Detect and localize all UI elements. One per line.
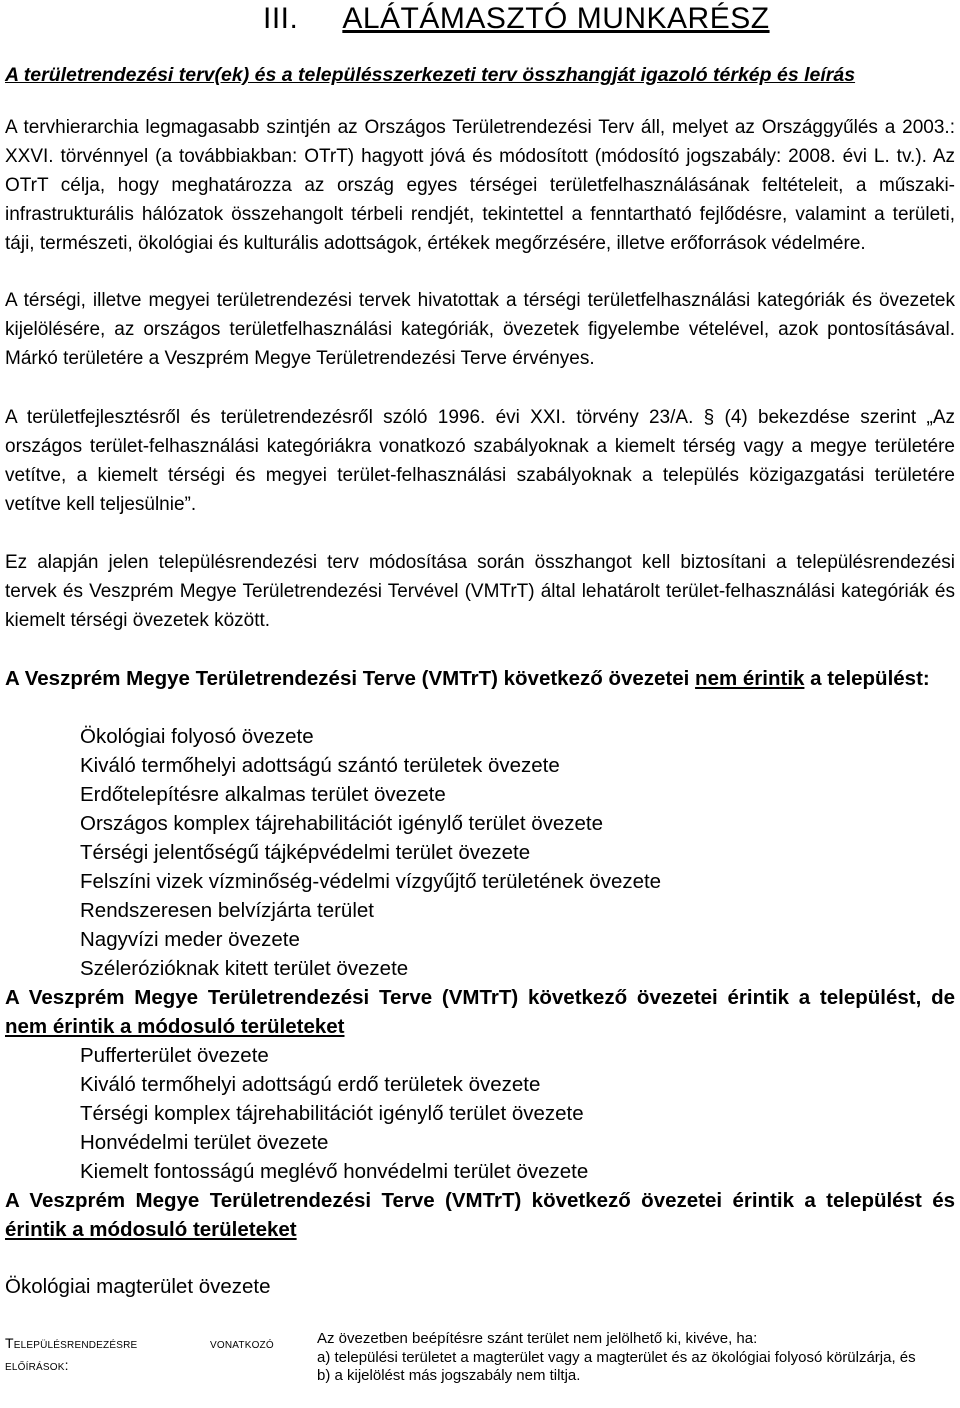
emphasis-affect-modified: érintik a módosuló területeket: [5, 1218, 297, 1241]
section1-list: [80, 722, 661, 983]
section3-heading: A Veszprém Megye Területrendezési Terve (VMTrT) következő övezetei érintik a települést és érintik a módosuló területeket: [5, 1189, 955, 1241]
list-item: Térségi jelentőségű tájképvédelmi terület övezete: [80, 841, 531, 864]
list-item: Rendszeresen belvízjárta terület: [80, 899, 374, 922]
list-item: Kiváló termőhelyi adottságú szántó területek övezete: [80, 754, 560, 777]
section-title: ALÁTÁMASZTÓ MUNKARÉSZ: [342, 2, 770, 35]
paragraph-harmony: Ez alapján jelen településrendezési terv módosítása során összhangot kell biztosítani a településrendezési tervek és Veszprém Megye Területrendezési Tervével (VMTrT) által lehatárolt terület-felhasználási kategóriák és kiemelt térségi övezetek között.: [5, 552, 955, 631]
regulation-label: Településrendezésre vonatkozó előírások:: [5, 1335, 274, 1373]
list-item: Nagyvízi meder övezete: [80, 928, 300, 951]
paragraph-otrt: A tervhierarchia legmagasabb szintjén az Országos Területrendezési Terv áll, melyet az Országgyűlés a 2003.: XXVI. törvénnyel (a továbbiakban: OTrT) hagyott jóvá és módosított (módosító jogszabály: 2008. évi L. tv.). Az OTrT célja, hogy meghatározza az ország egyes térségei területfelhasználásának feltételeit, a műszaki-infrastrukturális hálózatok összehangolt térbeli rendjét, tekintettel a fenntartható fejlődésre, valamint a területi, táji, természeti, ökológiai és kulturális adottságok, értékek megőrzésére, illetve erőforrások védelmére.: [5, 117, 955, 254]
list-item: Ökológiai folyosó övezete: [80, 725, 314, 748]
list-item: Szélerózióknak kitett terület övezete: [80, 957, 409, 980]
list-item: Honvédelmi terület övezete: [80, 1131, 329, 1154]
section-number: III.: [263, 2, 299, 35]
list-item: Kiemelt fontosságú meglévő honvédelmi terület övezete: [80, 1160, 589, 1183]
subtitle: A területrendezési terv(ek) és a településszerkezeti terv összhangját igazoló térkép és leírás: [5, 64, 856, 86]
list-item: Felszíni vizek vízminőség-védelmi vízgyűjtő területének övezete: [80, 870, 662, 893]
emphasis-not-affect-modified: nem érintik a módosuló területeket: [5, 1015, 345, 1038]
zone-title: Ökológiai magterület övezete: [5, 1275, 271, 1298]
section1-heading: A Veszprém Megye Területrendezési Terve (VMTrT) következő övezetei nem érintik a települést:: [5, 667, 930, 690]
list-item: Országos komplex tájrehabilitációt igénylő terület övezete: [80, 812, 604, 835]
section2-list: [80, 1041, 588, 1186]
paragraph-law-quote: A területfejlesztésről és területrendezésről szóló 1996. évi XXI. törvény 23/A. § (4) bekezdése szerint „Az országos terület-felhasználási kategóriákra vonatkozó szabályoknak a kiemelt térség vagy a megye területére vetítve, a kiemelt térségi és megyei terület-felhasználási szabályoknak a település közigazgatási területére vetítve kell teljesülnie”.: [5, 407, 955, 515]
list-item: Kiváló termőhelyi adottságú erdő területek övezete: [80, 1073, 541, 1096]
list-item: Erdőtelepítésre alkalmas terület övezete: [80, 783, 446, 806]
section-heading: [263, 0, 770, 38]
list-item: Pufferterület övezete: [80, 1044, 269, 1067]
list-item: Térségi komplex tájrehabilitációt igénylő terület övezete: [80, 1102, 584, 1125]
emphasis-not-affect: nem érintik: [695, 667, 805, 690]
section2-heading: A Veszprém Megye Területrendezési Terve (VMTrT) következő övezetei érintik a települést, de nem érintik a módosuló területeket: [5, 986, 955, 1038]
paragraph-regional-plans: A térségi, illetve megyei területrendezési tervek hivatottak a térségi területfelhasználási kategóriák és övezetek kijelölésére, az országos területfelhasználási kategóriák, övezetek figyelembe vételével, azok pontosításával. Márkó területére a Veszprém Megye Területrendezési Terve érvényes.: [5, 290, 955, 369]
regulation-text: Az övezetben beépítésre szánt terület nem jelölhető ki, kivéve, ha: a) települési területet a magterület vagy a magterület és az ökológiai folyosó körülzárja, és b) a kijelölést más jogszabály nem tiltja.: [317, 1330, 916, 1384]
